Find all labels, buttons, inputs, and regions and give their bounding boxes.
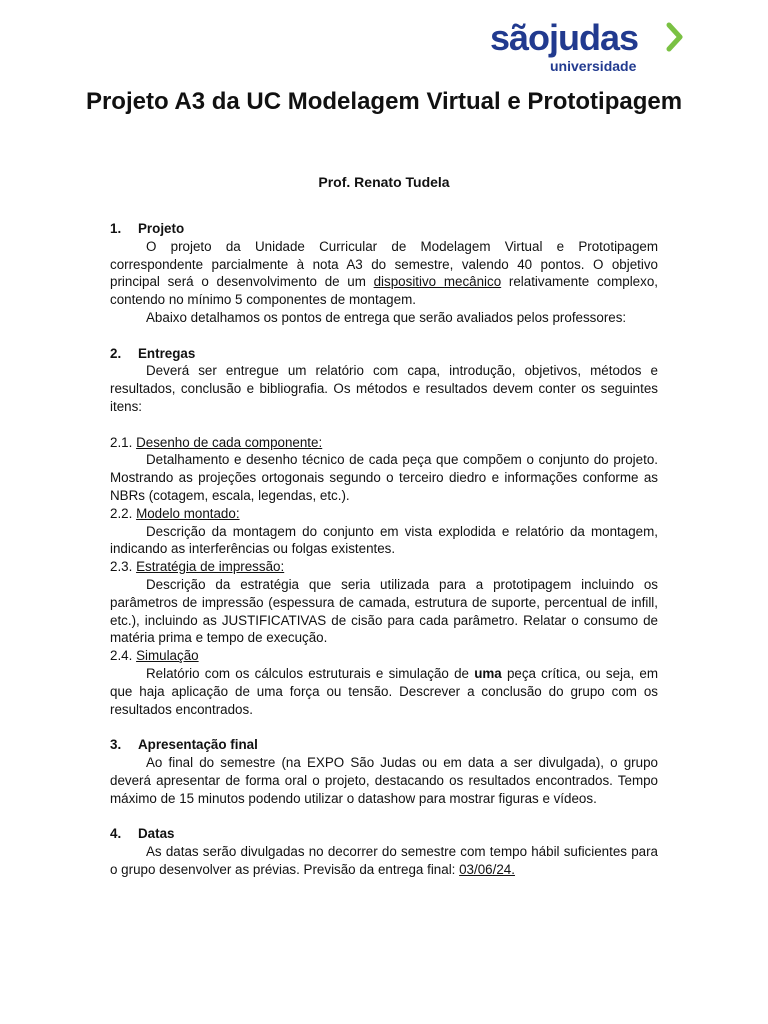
document-title: Projeto A3 da UC Modelagem Virtual e Prototipagem — [85, 88, 683, 115]
chevron-right-icon — [664, 22, 686, 52]
section-paragraph: Abaixo detalhamos os pontos de entrega que serão avaliados pelos professores: — [146, 309, 627, 325]
subsection-paragraph: Relatório com os cálculos estruturais e simulação de uma peça crítica, ou seja, em que haja aplicação de uma força ou tensão. Descrever a conclusão do grupo com os resultados encontrados. — [110, 665, 659, 717]
university-logo — [490, 17, 690, 78]
document-author: Prof. Renato Tudela — [318, 174, 450, 190]
section-heading: 4. Datas — [110, 826, 175, 842]
underlined-term: dispositivo mecânico — [373, 274, 502, 290]
section-heading: 1. Projeto — [110, 221, 185, 236]
logo-subtitle: universidade — [550, 58, 637, 74]
final-delivery-date: 03/06/24. — [459, 861, 515, 877]
section-paragraph: Deverá ser entregue um relatório com capa, introdução, objetivos, métodos e resultados, conclusão e bibliografia. Os métodos e resultados devem conter os seguintes itens: — [110, 363, 658, 414]
section-heading: 3. Apresentação final — [110, 737, 258, 753]
subsection-heading: 2.4. Simulação — [110, 648, 199, 664]
subsection-heading: 2.1. Desenho de cada componente: — [110, 434, 323, 450]
subsection-heading: 2.2. Modelo montado: — [110, 505, 240, 521]
section-paragraph: Ao final do semestre (na EXPO São Judas ou em data a ser divulgada), o grupo deverá apresentar de forma oral o projeto, destacando os resultados encontrados. Tempo máximo de 15 minutos podendo utilizar o datashow para mostrar figuras e vídeos. — [110, 754, 658, 806]
logo-brand: sãojudas — [490, 17, 639, 58]
section-paragraph: O projeto da Unidade Curricular de Modelagem Virtual e Prototipagem correspondente parcialmente à nota A3 do semestre, valendo 40 pontos. O objetivo principal será o desenvolvimento de um dispositivo mecânico relativamente complexo, contendo no mínimo 5 componentes de montagem. — [110, 238, 658, 308]
subsection-heading: 2.3. Estratégia de impressão: — [110, 559, 285, 575]
document-body — [110, 220, 658, 878]
section-heading: 2. Entregas — [110, 345, 196, 361]
section-paragraph: As datas serão divulgadas no decorrer do semestre com tempo hábil suficientes para o grupo desenvolver as prévias. Previsão da entrega final: 03/06/24. — [110, 843, 658, 877]
subsection-paragraph: Detalhamento e desenho técnico de cada peça que compõem o conjunto do projeto. Mostrando as projeções ortogonais segundo o terceiro diedro e informações conforme as NBRs (cotagem, escala, legendas, etc.). — [110, 452, 658, 503]
subsection-paragraph: Descrição da estratégia que seria utilizada para a prototipagem incluindo os parâmetros de impressão (espessura de camada, estrutura de suporte, percentual de infill, etc.), incluindo as JUSTIFICATIVAS de cisão para cada parâmetro. Relatar o consumo de matéria prima e tempo de execução. — [110, 576, 658, 646]
subsection-paragraph: Descrição da montagem do conjunto em vista explodida e relatório da montagem, indicando as interferências ou folgas existentes. — [110, 523, 658, 557]
